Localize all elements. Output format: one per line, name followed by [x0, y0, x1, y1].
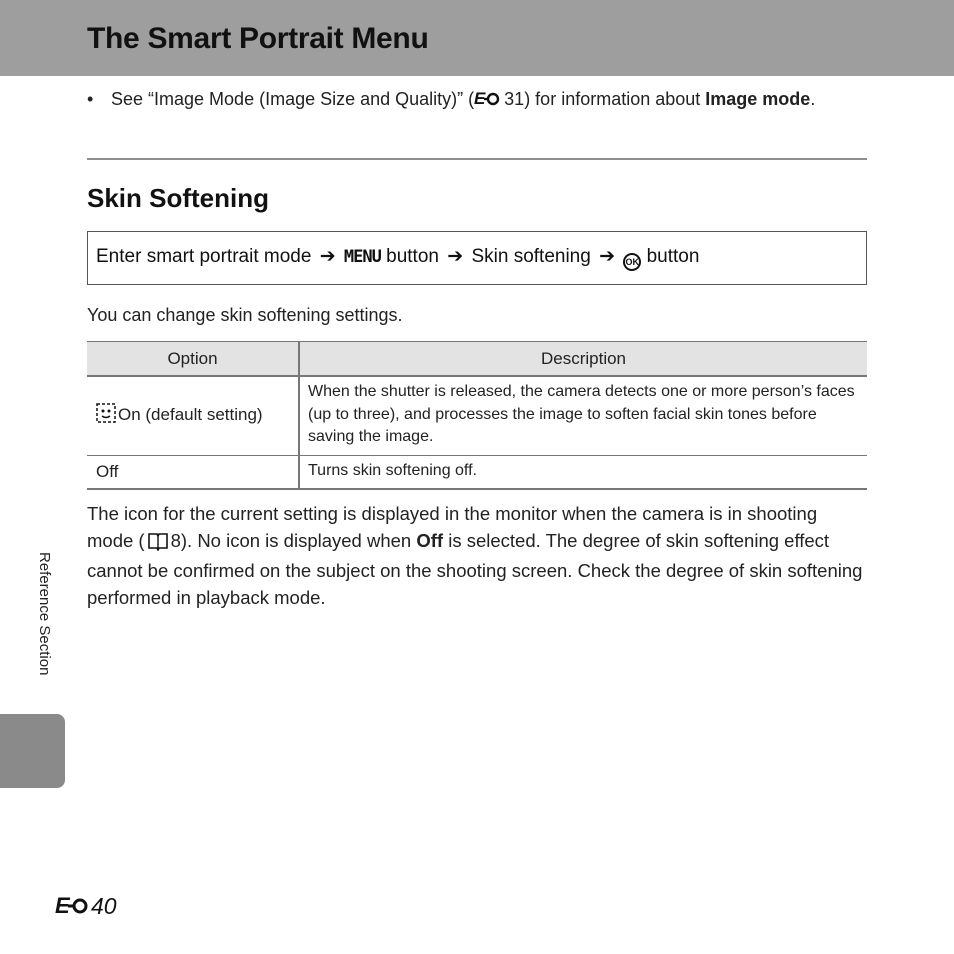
column-header-description: Description: [299, 342, 867, 377]
section-divider: [87, 158, 867, 160]
bullet-note: [87, 89, 815, 112]
note-prefix: See “Image Mode (Image Size and Quality)” (: [111, 89, 475, 109]
description-cell: When the shutter is released, the camera detects one or more person’s faces (up to three), and processes the image to soften facial skin tones before saving the image.: [299, 376, 867, 455]
svg-text:E: E: [474, 89, 486, 107]
menu-path: [96, 245, 699, 271]
section-heading: Skin Softening: [87, 183, 269, 213]
book-icon: [147, 531, 169, 559]
option-cell: [87, 376, 299, 455]
option-label: Off: [96, 461, 119, 481]
note-bold-image-mode: Image mode: [705, 89, 811, 109]
table-row: [87, 455, 867, 489]
reference-e-icon: [474, 89, 504, 112]
bullet-dot: •: [87, 89, 94, 109]
path-step-skin-softening: Skin softening: [471, 246, 591, 267]
reference-e-icon: [55, 894, 91, 922]
arrow-icon: ➔: [599, 246, 616, 267]
path-step-button: button: [386, 246, 439, 267]
table-row: [87, 376, 867, 455]
body-part-3: is selected. The degree of skin softening effect cannot be confirmed on the subject on the shooting screen. Check the degree of skin softening performed in playback mode.: [87, 529, 863, 608]
footer-page-number: [55, 893, 117, 922]
description-cell: Turns skin softening off.: [299, 455, 867, 489]
note-middle: ) for information about: [524, 89, 706, 109]
body-paragraph: [87, 501, 867, 611]
ok-button-icon: OK: [623, 253, 641, 271]
menu-path-box: [87, 231, 867, 285]
body-part-2: ). No icon is displayed when: [180, 529, 417, 551]
table-header-row: [87, 342, 867, 377]
body-ref: 8: [170, 529, 181, 551]
intro-text: You can change skin softening settings.: [87, 305, 403, 325]
path-step-mode: Enter smart portrait mode: [96, 246, 312, 267]
option-label: On (default setting): [118, 405, 263, 425]
option-cell: [87, 455, 299, 489]
options-table: [87, 341, 867, 490]
path-step-ok-button: button: [646, 246, 700, 267]
body-part-1: The icon for the current setting is displayed in the monitor when the camera is in shooting mode (: [87, 503, 818, 551]
menu-icon: MENU: [343, 247, 381, 267]
svg-text:E: E: [55, 894, 70, 916]
side-section-label: Reference Section: [36, 552, 53, 676]
body-bold-off: Off: [416, 529, 444, 551]
page-title: The Smart Portrait Menu: [87, 22, 429, 55]
arrow-icon: ➔: [447, 246, 464, 267]
face-softening-icon: [96, 403, 116, 428]
arrow-icon: ➔: [319, 246, 336, 267]
side-tab-marker: [0, 714, 65, 788]
page-number: 40: [91, 893, 117, 919]
note-ref: 31: [504, 89, 525, 109]
note-suffix: .: [810, 89, 816, 109]
column-header-option: Option: [87, 342, 299, 377]
